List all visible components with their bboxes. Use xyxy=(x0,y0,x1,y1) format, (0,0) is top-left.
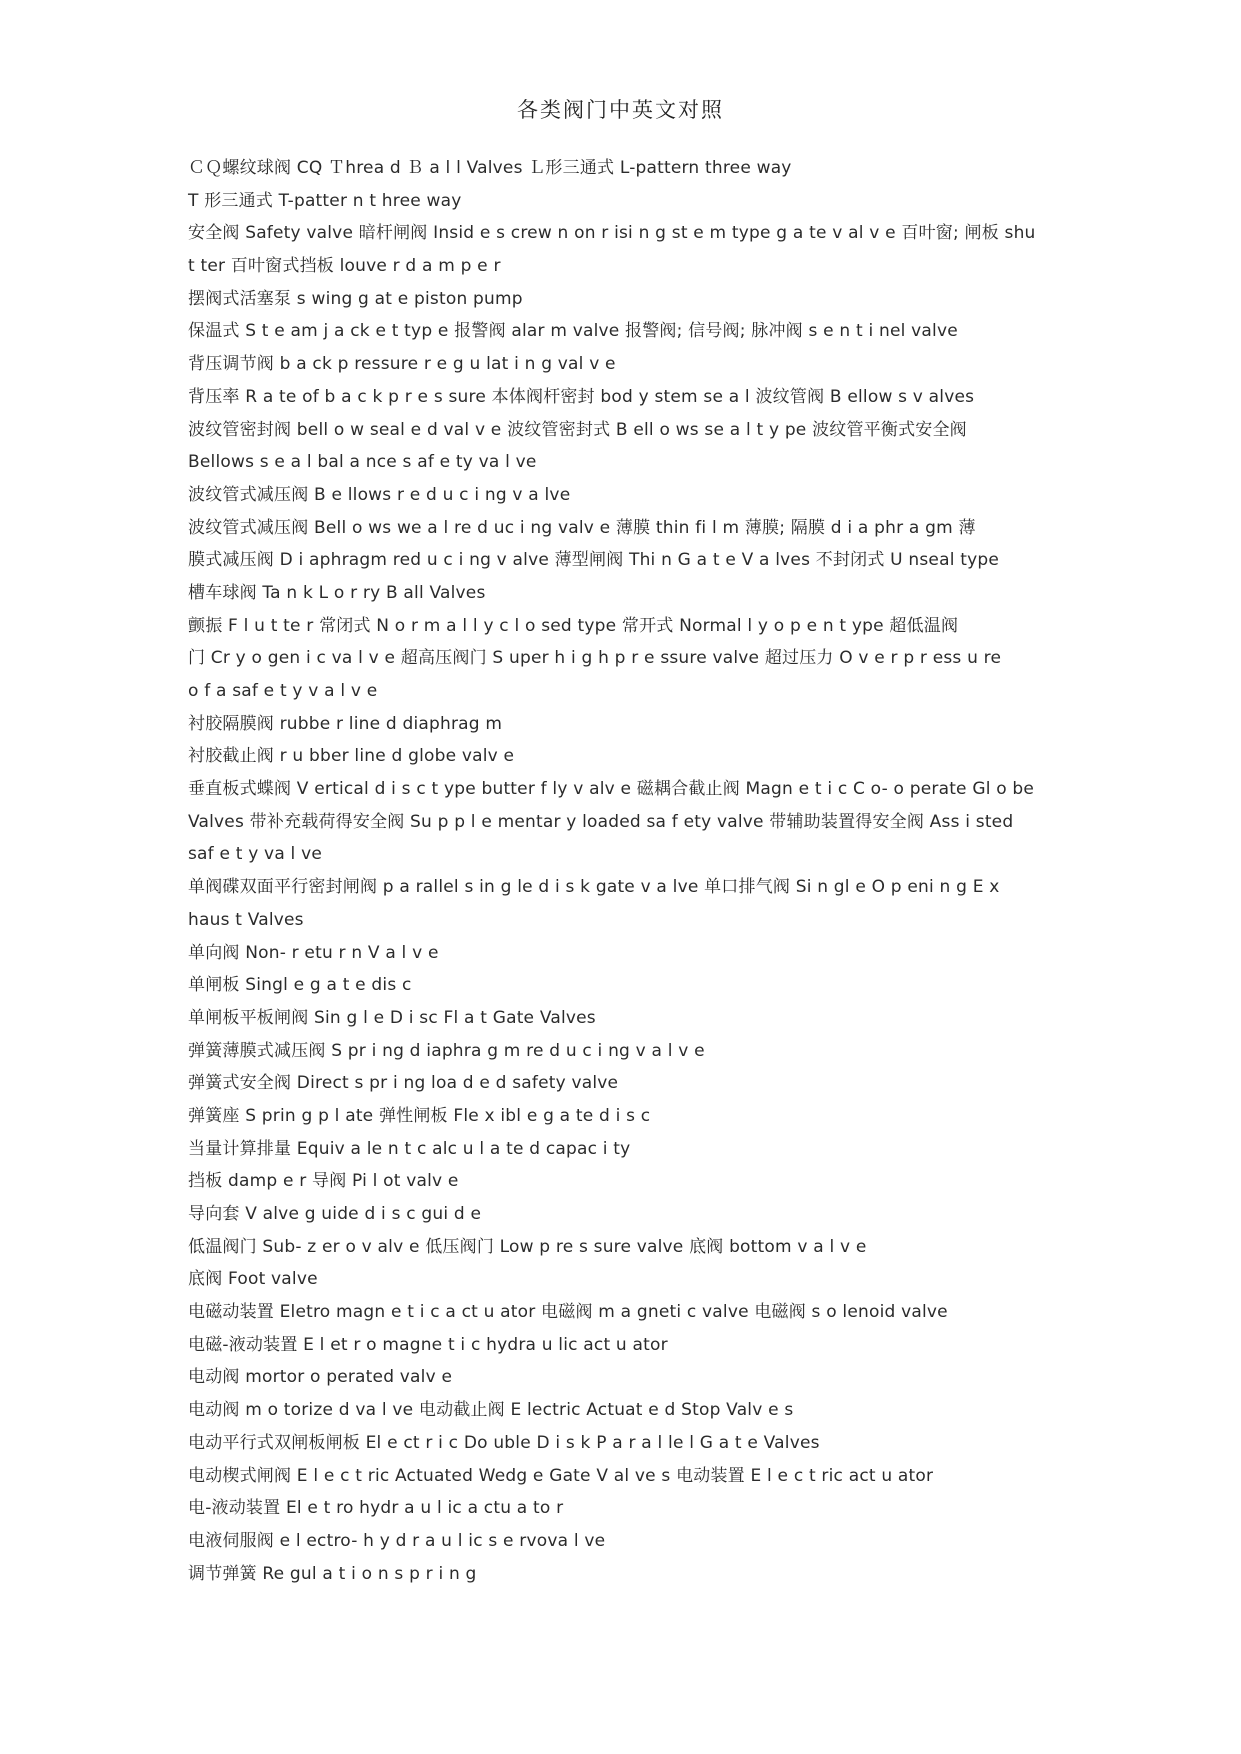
glossary-line: 波纹管密封阀 bell o w seal e d val v e 波纹管密封式 B ell o ws se a l t y pe 波纹管平衡式安全阀 xyxy=(188,419,967,440)
glossary-line: 门 Cr y o gen i c va l v e 超高压阀门 S uper h i g h p r e ssure valve 超过压力 O v e r p r ess u re xyxy=(188,648,1002,669)
glossary-line: 衬胶隔膜阀 rubbe r line d diaphrag m xyxy=(188,713,503,734)
glossary-line: 膜式减压阀 D i aphragm red u c i ng v alve 薄型闸阀 Thi n G a t e V a lves 不封闭式 U nseal type xyxy=(188,550,1000,571)
glossary-line: 电动平行式双闸板闸板 El e ct r i c Do uble D i s k P a r a l le l G a t e Valves xyxy=(188,1432,820,1453)
glossary-line: 底阀 Foot valve xyxy=(188,1269,318,1290)
glossary-line: t ter 百叶窗式挡板 louve r d a m p e r xyxy=(188,256,501,277)
glossary-line: 槽车球阀 Ta n k L o r ry B all Valves xyxy=(188,582,486,603)
glossary-body xyxy=(188,152,1088,1590)
glossary-line: saf e t y va l ve xyxy=(188,844,322,865)
glossary-line: 背压调节阀 b a ck p ressure r e g u lat i n g val v e xyxy=(188,354,616,375)
glossary-line: haus t Valves xyxy=(188,909,304,930)
glossary-line: 单阀碟双面平行密封闸阀 p a rallel s in g le d i s k gate v a lve 单口排气阀 Si n gl e O p eni n g E x xyxy=(188,877,1000,898)
glossary-line: 单向阀 Non- r etu r n V a l v e xyxy=(188,942,439,963)
glossary-line: 安全阀 Safety valve 暗杆闸阀 Insid e s crew n on r isi n g st e m type g a te v al v e 百叶窗; 闸板 shu xyxy=(188,223,1036,244)
glossary-line: 弹簧式安全阀 Direct s pr i ng loa d e d safety valve xyxy=(188,1073,619,1094)
glossary-line: 弹簧薄膜式减压阀 S pr i ng d iaphra g m re d u c i ng v a l v e xyxy=(188,1040,705,1061)
glossary-line: 电磁动装置 Eletro magn e t i c a ct u ator 电磁阀 m a gneti c valve 电磁阀 s o lenoid valve xyxy=(188,1302,948,1323)
glossary-line: 波纹管式减压阀 Bell o ws we a l re d uc i ng valv e 薄膜 thin fi l m 薄膜; 隔膜 d i a phr a gm 薄 xyxy=(188,517,976,538)
glossary-line: ＣＱ螺纹球阀 CQ Ｔhrea d Ｂ a l l Valves Ｌ形三通式 L-pattern three way xyxy=(188,158,792,178)
glossary-line: 背压率 R a te of b a c k p r e s sure 本体阀杆密封 bod y stem se a l 波纹管阀 B ellow s v alves xyxy=(188,386,975,407)
glossary-line: 调节弹簧 Re gul a t i o n s p r i n g xyxy=(188,1563,477,1584)
glossary-line: 电动阀 m o torize d va l ve 电动截止阀 E lectric Actuat e d Stop Valv e s xyxy=(188,1400,794,1421)
glossary-line: 垂直板式蝶阀 V ertical d i s c t ype butter f ly v alv e 磁耦合截止阀 Magn e t i c C o- o perate Gl o be xyxy=(188,779,1035,800)
glossary-line: 单闸板 Singl e g a t e dis c xyxy=(188,975,412,996)
glossary-line: 挡板 damp e r 导阀 Pi l ot valv e xyxy=(188,1171,459,1192)
glossary-line: 低温阀门 Sub- z er o v alv e 低压阀门 Low p re s sure valve 底阀 bottom v a l v e xyxy=(188,1236,867,1257)
glossary-line: 衬胶截止阀 r u bber line d globe valv e xyxy=(188,746,515,767)
glossary-line: 波纹管式减压阀 B e llows r e d u c i ng v a lve xyxy=(188,484,571,505)
glossary-line: 导向套 V alve g uide d i s c gui d e xyxy=(188,1204,482,1224)
glossary-line: 摆阀式活塞泵 s wing g at e piston pump xyxy=(188,288,523,309)
glossary-line: 电-液动装置 El e t ro hydr a u l ic a ctu a to r xyxy=(188,1498,564,1519)
glossary-line: Valves 带补充载荷得安全阀 Su p p l e mentar y loaded sa f ety valve 带辅助装置得安全阀 Ass i sted xyxy=(188,811,1014,832)
glossary-line: Bellows s e a l bal a nce s af e ty va l ve xyxy=(188,452,537,473)
document-title: 各类阀门中英文对照 xyxy=(517,98,724,122)
glossary-line: 保温式 S t e am j a ck e t typ e 报警阀 alar m valve 报警阀; 信号阀; 脉冲阀 s e n t i nel valve xyxy=(188,321,958,342)
glossary-line: T 形三通式 T-patter n t hree way xyxy=(188,190,462,211)
glossary-line: o f a saf e t y v a l v e xyxy=(188,681,378,701)
glossary-line: 当量计算排量 Equiv a le n t c alc u l a te d capac i ty xyxy=(188,1138,631,1159)
glossary-line: 单闸板平板闸阀 Sin g l e D i sc Fl a t Gate Valves xyxy=(188,1007,596,1028)
glossary-line: 电动楔式闸阀 E l e c t ric Actuated Wedg e Gate V al ve s 电动装置 E l e c t ric act u ator xyxy=(188,1465,934,1486)
glossary-line: 电磁-液动装置 E l et r o magne t i c hydra u lic act u ator xyxy=(188,1334,668,1355)
glossary-line: 电液伺服阀 e l ectro- h y d r a u l ic s e rvova l ve xyxy=(188,1530,606,1551)
glossary-line: 弹簧座 S prin g p l ate 弹性闸板 Fle x ibl e g a te d i s c xyxy=(188,1105,651,1126)
glossary-line: 颤振 F l u t te r 常闭式 N o r m a l l y c l o sed type 常开式 Normal l y o p e n t ype 超低温阀 xyxy=(188,615,959,636)
glossary-line: 电动阀 mortor o perated valv e xyxy=(188,1367,453,1388)
